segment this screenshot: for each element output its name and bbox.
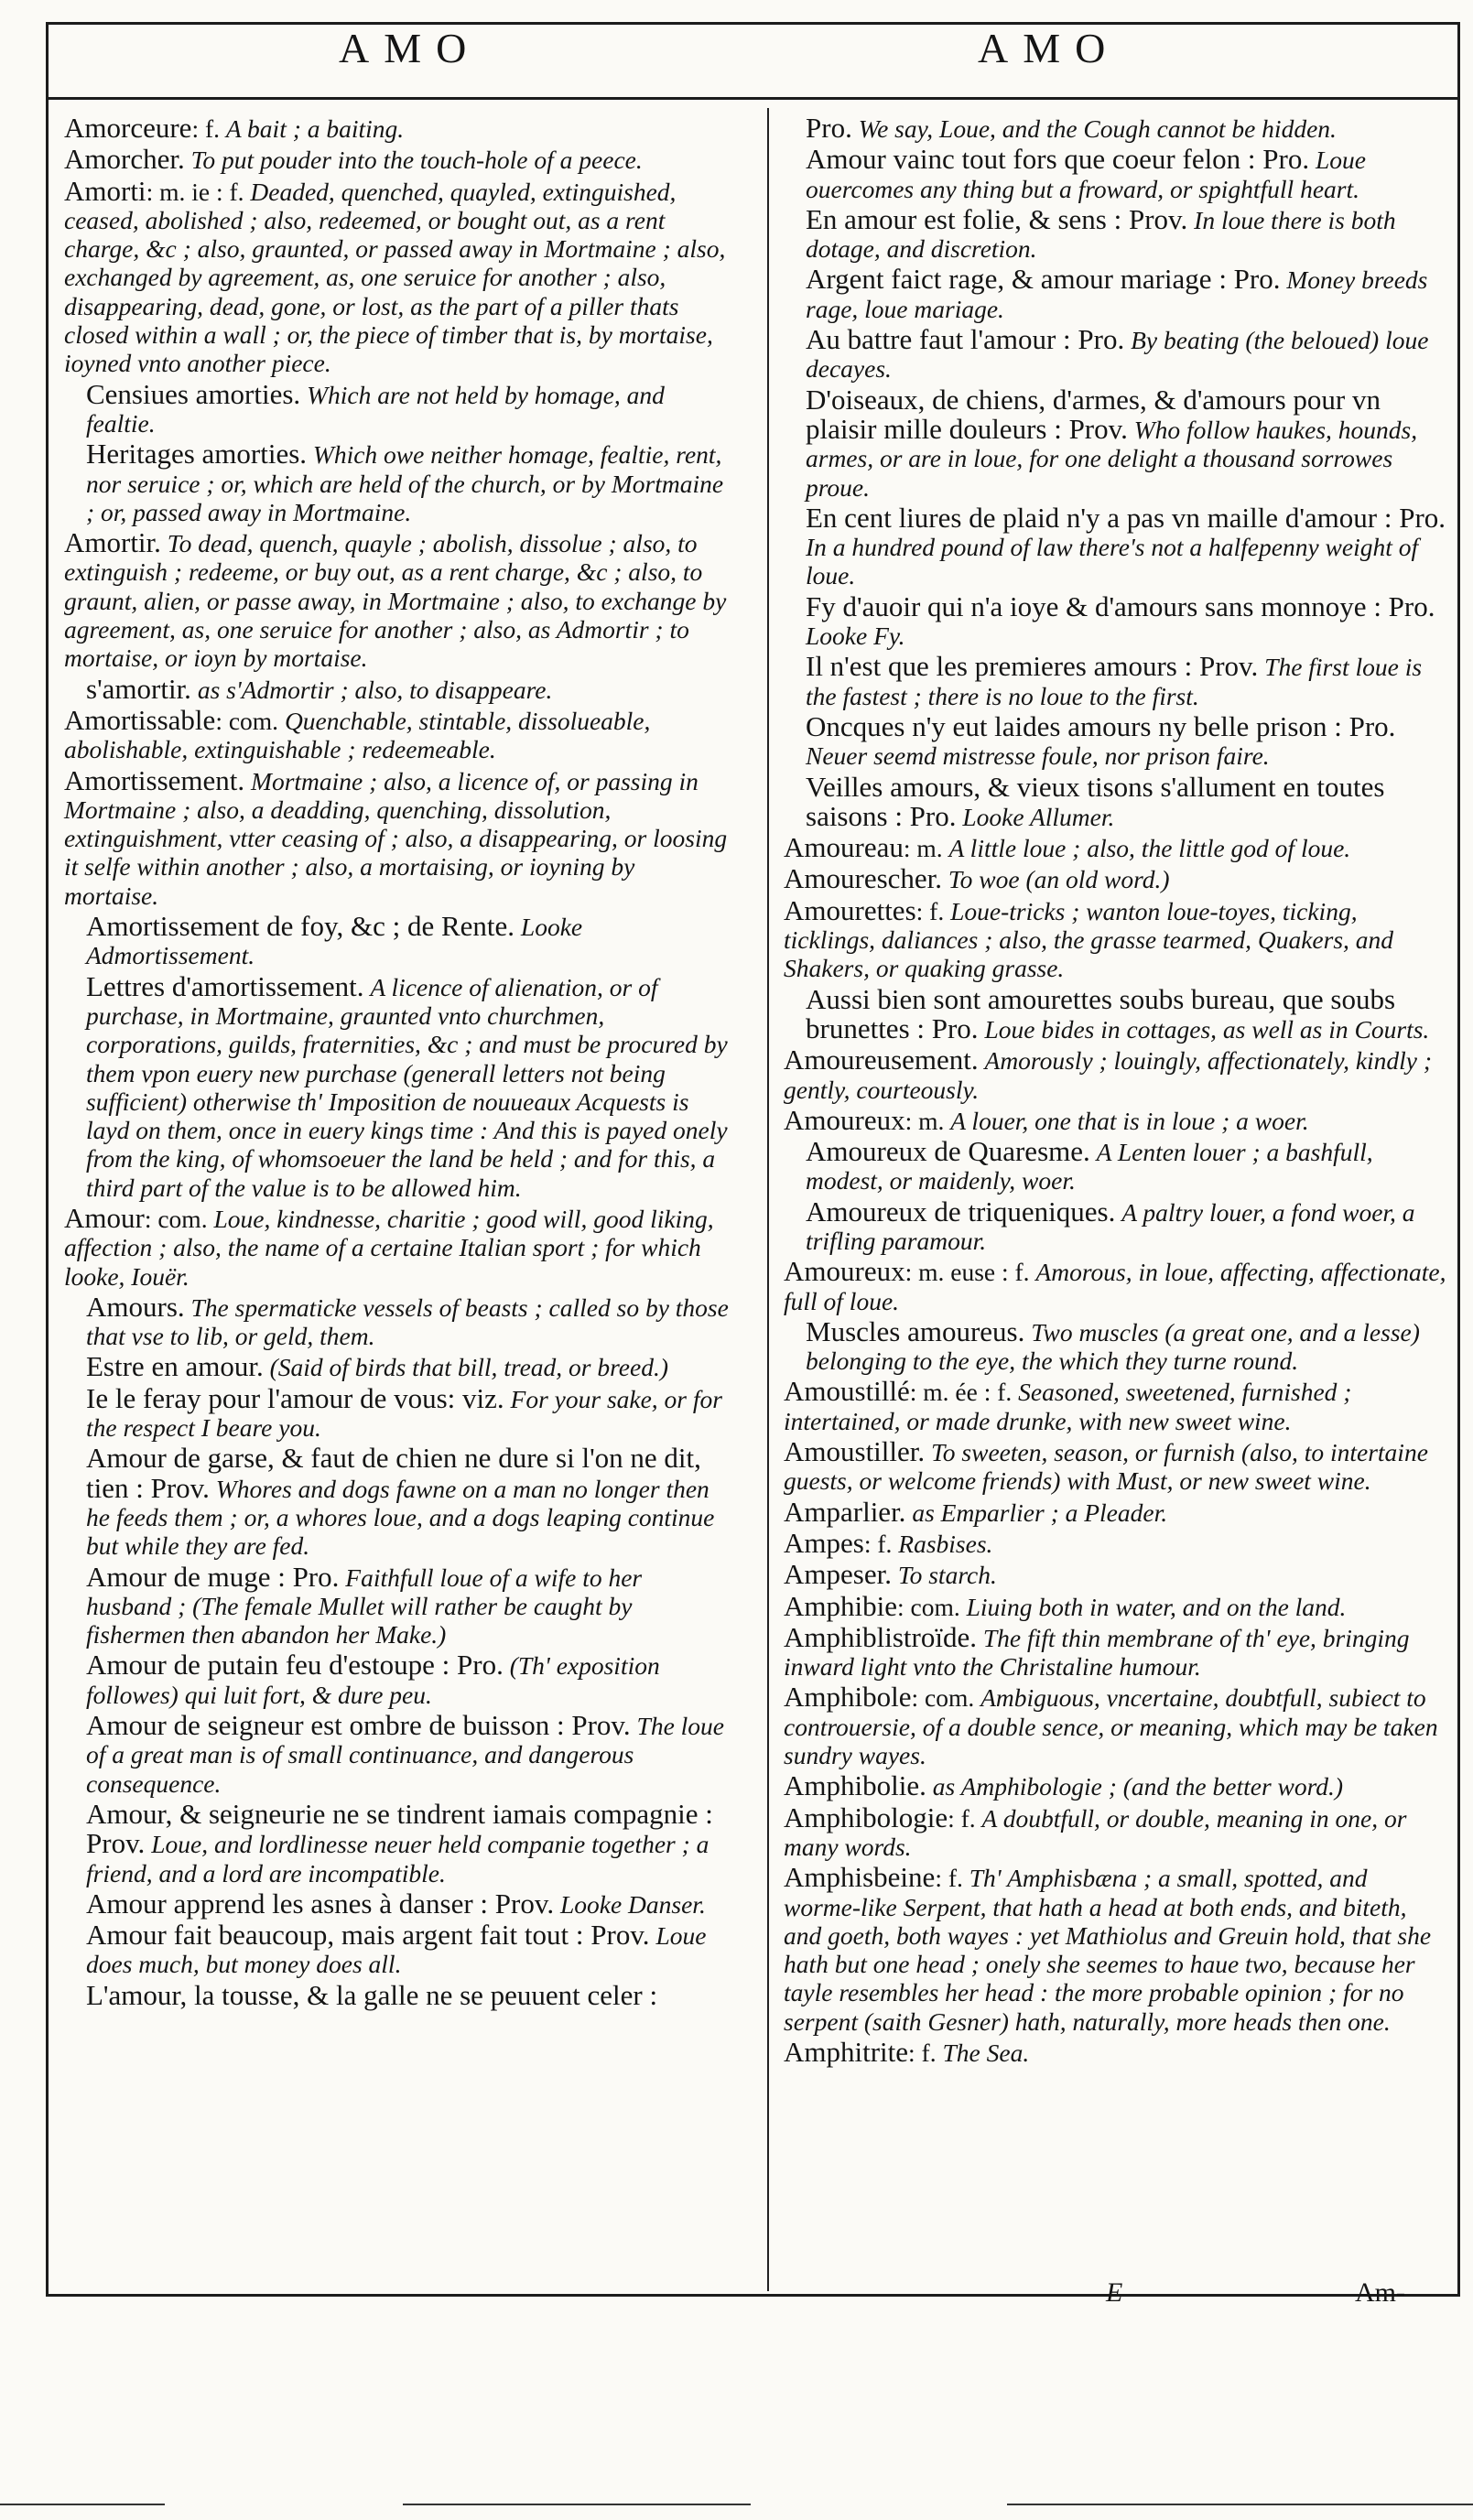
dictionary-entry xyxy=(784,1377,1450,1435)
dictionary-entry xyxy=(64,1381,731,1443)
headword: Amour, & seigneurie ne se tindrent iamais compagnie : Prov. xyxy=(86,1797,713,1860)
definition: A licence of alienation, or of purchase, in Mortmaine, graunted vnto churchmen, corporations, guilds, fraternities, &c ; and must be procured by them vpon euery new purchase (generall letters not being sufficient) otherwise th' Imposition de nouueaux Acquests is layd on them, once in euery kings time : And this is payed onely from the king, of whomsoeuer the land be held ; and for this, a third part of the value is to be allowed him. xyxy=(86,972,728,1202)
dictionary-entry xyxy=(64,1978,731,2011)
running-head-left: AMO xyxy=(339,25,482,71)
definition: To dead, quench, quayle ; abolish, dissolue ; also, to extinguish ; redeeme, or buy out, as a rent charge, &c ; also, to graunt, alien, or passe away, in Mortmaine ; also, to exchange by agreement, as, one seruice for another ; also, as Admortir ; to mortaise, or ioyn by mortaise. xyxy=(64,529,727,673)
dictionary-entry xyxy=(64,703,731,764)
headword: Amour xyxy=(64,1201,145,1234)
definition: (Th' exposition followes) qui luit fort, & dure peu. xyxy=(86,1651,660,1709)
headword: Amour de muge : Pro. xyxy=(86,1560,340,1593)
dictionary-entry xyxy=(784,1620,1450,1682)
definition: Looke Admortissement. xyxy=(86,913,583,970)
grammar-note: : com. xyxy=(215,706,279,735)
dictionary-entry xyxy=(784,202,1450,264)
dictionary-entry xyxy=(64,912,731,970)
headword: Amoureux xyxy=(784,1103,905,1136)
definition: Rasbises. xyxy=(898,1529,993,1558)
definition: The first loue is the fastest ; there is no loue to the first. xyxy=(806,653,1423,710)
headword: Amphiblistroïde. xyxy=(784,1620,977,1653)
dictionary-entry xyxy=(64,1444,731,1560)
definition: Neuer seemd mistresse foule, nor prison faire. xyxy=(806,741,1270,771)
definition: In a hundred pound of law there's not a halfepenny weight of loue. xyxy=(806,533,1419,590)
dictionary-entry xyxy=(64,672,731,705)
definition: The Sea. xyxy=(942,2039,1030,2067)
dictionary-entry xyxy=(64,763,731,910)
dictionary-entry xyxy=(64,1292,731,1351)
definition: A bait ; a baiting. xyxy=(225,114,405,143)
definition: (Said of birds that bill, tread, or breed.) xyxy=(269,1353,668,1382)
dictionary-entry xyxy=(64,1711,731,1798)
headword: Amoureau xyxy=(784,831,904,864)
headword: Amoureux de triqueniques. xyxy=(806,1195,1116,1228)
dictionary-entry xyxy=(64,1889,731,1919)
headword: Amour apprend les asnes à danser : Prov. xyxy=(86,1887,555,1920)
dictionary-entry xyxy=(64,1797,731,1887)
dictionary-entry xyxy=(64,1560,731,1649)
dictionary-entry xyxy=(784,265,1450,323)
headword: Amphibie xyxy=(784,1589,897,1622)
headword: Au battre faut l'amour : Pro. xyxy=(806,323,1125,356)
dictionary-entry xyxy=(784,1682,1450,1769)
definition: Loue, and lordlinesse neuer held companie together ; a friend, and a lord are incompatible. xyxy=(86,1830,709,1887)
dictionary-entry xyxy=(784,1771,1450,1801)
headword: Amphitrite xyxy=(784,2036,909,2068)
headword: Amortissement. xyxy=(64,763,245,796)
grammar-note: : com. xyxy=(897,1592,960,1621)
headword: Fy d'auoir qui n'a ioye & d'amours sans monnoye : Pro. xyxy=(806,589,1435,622)
definition: as Amphibologie ; (and the better word.) xyxy=(932,1772,1344,1801)
dictionary-entry xyxy=(784,1137,1450,1195)
grammar-note: : com. xyxy=(911,1683,975,1713)
left-column xyxy=(64,114,731,2012)
dictionary-entry xyxy=(784,982,1450,1044)
dictionary-entry xyxy=(784,1863,1450,2036)
grammar-note: : f. xyxy=(935,1864,963,1893)
definition: Deaded, quenched, quayled, extinguished, ceased, abolished ; also, redeemed, or bought out, as a rent charge, &c ; also, graunted, or passed away in Mortmaine ; also, exchanged by agreement, as, one seruice for another ; also, disappearing, dead, gone, or lost, as the part of a piller thats closed within a wall ; or, the piece of timber that is, by mortaise, ioyned vnto another piece. xyxy=(64,177,726,378)
headword: D'oiseaux, de chiens, d'armes, & d'amours pour vn plaisir mille douleurs : Prov. xyxy=(806,383,1381,445)
definition: Which are not held by homage, and fealtie. xyxy=(86,380,665,438)
headword: Argent faict rage, & amour mariage : Pro. xyxy=(806,263,1281,296)
column-divider xyxy=(767,108,769,2291)
grammar-note: : m. euse : f. xyxy=(904,1258,1030,1287)
dictionary-entry xyxy=(784,1560,1450,1589)
headword: Amorceure xyxy=(64,112,192,144)
grammar-note: : f. xyxy=(915,896,945,925)
headword: Muscles amoureus. xyxy=(806,1314,1025,1347)
headword: Amortissable xyxy=(64,703,216,736)
catchword: Am- xyxy=(1355,2277,1405,2308)
headword: Ampeser. xyxy=(784,1558,892,1591)
definition: Quenchable, stintable, dissolueable, abolishable, extinguishable ; redeemeable. xyxy=(64,706,651,764)
dictionary-entry xyxy=(784,1495,1450,1528)
grammar-note: : f. xyxy=(908,2039,937,2067)
headword: Amoureusement. xyxy=(784,1044,979,1076)
headword: Estre en amour. xyxy=(86,1350,264,1383)
dictionary-entry xyxy=(784,709,1450,771)
definition: Amorous, in loue, affecting, affectionate, full of loue. xyxy=(784,1258,1446,1315)
headword: Amphisbeine xyxy=(784,1861,936,1894)
definition: A doubtfull, or double, meaning in one, or many words. xyxy=(784,1803,1407,1861)
grammar-note: : m. xyxy=(903,834,943,863)
dictionary-entry xyxy=(784,385,1450,502)
dictionary-entry xyxy=(784,770,1450,832)
headword: Amphibolie. xyxy=(784,1769,926,1802)
definition: Ambiguous, vncertaine, doubtfull, subiect to controuersie, of a double sence, or meaning, which may be taken sundry wayes. xyxy=(784,1683,1438,1770)
definition: A little loue ; also, the little god of loue. xyxy=(948,834,1351,863)
definition: Seasoned, sweetened, furnished ; intertained, or made drunke, with new sweet wine. xyxy=(784,1378,1352,1435)
definition: Faithfull loue of a wife to her husband ; (The female Mullet will rather be caught by fishermen then abandon her Make.) xyxy=(86,1563,643,1649)
dictionary-entry xyxy=(784,325,1450,384)
dictionary-entry xyxy=(784,114,1450,143)
dictionary-entry xyxy=(64,174,731,378)
headword: Ie le feray pour l'amour de vous: viz. xyxy=(86,1381,504,1414)
headword: Ampes xyxy=(784,1526,864,1559)
headword: Amour vainc tout fors que coeur felon : Pro. xyxy=(806,143,1310,176)
dictionary-entry xyxy=(784,1314,1450,1376)
definition: In loue there is both dotage, and discretion. xyxy=(806,205,1396,264)
headword: Amour de putain feu d'estoupe : Pro. xyxy=(86,1649,504,1682)
definition: To woe (an old word.) xyxy=(948,865,1170,894)
dictionary-entry xyxy=(784,1257,1450,1315)
headword: Amoustillé xyxy=(784,1375,910,1408)
grammar-note: : com. xyxy=(144,1204,208,1233)
definition: as Emparlier ; a Pleader. xyxy=(912,1498,1168,1527)
definition: A paltry louer, a fond woer, a trifling paramour. xyxy=(806,1197,1415,1255)
headword: Amour de seigneur est ombre de buisson : Prov. xyxy=(86,1709,631,1742)
headword: Amour de garse, & faut de chien ne dure si l'on ne dit, tien : Prov. xyxy=(86,1442,701,1504)
headword: Amphibole xyxy=(784,1681,912,1714)
headword: Pro. xyxy=(806,112,852,144)
dictionary-entry xyxy=(64,145,731,174)
definition: We say, Loue, and the Cough cannot be hidden. xyxy=(858,114,1337,143)
dictionary-entry xyxy=(784,1197,1450,1256)
definition: Loue bides in cottages, as well as in Courts. xyxy=(984,1014,1430,1044)
definition: Two muscles (a great one, and a lesse) belonging to the eye, the which they turne round. xyxy=(806,1317,1420,1376)
headword: Amoureux xyxy=(784,1255,905,1288)
definition: Money breeds rage, loue mariage. xyxy=(806,265,1428,323)
definition: Loue, kindnesse, charitie ; good will, good liking, affection ; also, the name of a certaine Italian sport ; for which looke, Iouër. xyxy=(64,1204,714,1291)
headword: En amour est folie, & sens : Prov. xyxy=(806,202,1188,235)
dictionary-entry xyxy=(64,114,731,143)
definition: For your sake, or for the respect I beare you. xyxy=(86,1384,722,1443)
dictionary-entry xyxy=(784,1437,1450,1496)
headword: Aussi bien sont amourettes soubs bureau, que soubs brunettes : Pro. xyxy=(806,982,1396,1044)
definition: The fift thin membrane of th' eye, bringing inward light vnto the Christaline humour. xyxy=(784,1623,1410,1682)
headword: s'amortir. xyxy=(86,672,191,705)
definition: A louer, one that is in loue ; a woer. xyxy=(950,1106,1309,1135)
definition: Mortmaine ; also, a licence of, or passing in Mortmaine ; also, a deadding, quenching, dissolution, extinguishment, vtter ceasing of ; also, a disappearing, or loosing it selfe within another ; also, a mortaising, or ioyning by mortaise. xyxy=(64,766,728,910)
dictionary-entry xyxy=(784,1589,1450,1622)
definition: To put pouder into the touch-hole of a peece. xyxy=(190,146,643,175)
definition: Loue-tricks ; wanton loue-toyes, ticking, ticklings, daliances ; also, the grasse tearmed, Quakers, and Shakers, or quaking grasse. xyxy=(784,896,1394,983)
dictionary-entry xyxy=(64,377,731,438)
dictionary-entry xyxy=(64,528,731,672)
definition: To sweeten, season, or furnish (also, to intertaine guests, or welcome friends) with Must, or new sweet wine. xyxy=(784,1438,1428,1496)
headword: Amorti xyxy=(64,174,146,207)
headword: Amourettes xyxy=(784,893,916,926)
headword: Amorcher. xyxy=(64,143,185,176)
headword: Amphibologie xyxy=(784,1801,948,1833)
definition: Liuing both in water, and on the land. xyxy=(966,1592,1347,1621)
definition: Loue ouercomes any thing but a froward, or spightfull heart. xyxy=(806,146,1366,203)
grammar-note: : m. ée : f. xyxy=(909,1378,1013,1407)
dictionary-entry xyxy=(784,145,1450,203)
headword: Heritages amorties. xyxy=(86,438,308,470)
definition: Loue does much, but money does all. xyxy=(86,1921,707,1979)
definition: A Lenten louer ; a bashfull, modest, or maidenly, woer. xyxy=(806,1138,1373,1195)
headword: Amortir. xyxy=(64,526,161,559)
headword: Censiues amorties. xyxy=(86,377,301,410)
dictionary-entry xyxy=(64,1201,731,1291)
grammar-note: : f. xyxy=(191,114,220,143)
definition: Who follow haukes, hounds, armes, or are in loue, for one delight a thousand sorrowes proue. xyxy=(806,415,1418,502)
headword: Amoureux de Quaresme. xyxy=(806,1135,1090,1168)
scan-edge-line xyxy=(403,2504,751,2505)
scan-edge-line xyxy=(0,2504,165,2505)
definition: Whores and dogs fawne on a man no longer then he feeds them ; or, a whores loue, and a dogs leaping continue but while they are fed. xyxy=(86,1474,715,1561)
headword: Amortissement de foy, &c ; de Rente. xyxy=(86,910,515,943)
definition: The loue of a great man is of small continuance, and dangerous consequence. xyxy=(86,1712,725,1798)
dictionary-entry xyxy=(784,893,1450,983)
headword: Amourescher. xyxy=(784,862,943,895)
dictionary-entry xyxy=(64,969,731,1202)
headword: Amoustiller. xyxy=(784,1435,926,1468)
dictionary-entry xyxy=(784,652,1450,710)
definition: To starch. xyxy=(897,1561,997,1590)
definition: Amorously ; louingly, affectionately, kindly ; gently, courteously. xyxy=(784,1046,1433,1104)
signature-mark: E xyxy=(1106,2277,1123,2308)
headword: L'amour, la tousse, & la galle ne se peuuent celer : xyxy=(86,1978,658,2011)
dictionary-entry xyxy=(64,1650,731,1709)
dictionary-entry xyxy=(784,503,1450,590)
definition: Th' Amphisbæna ; a small, spotted, and worme-like Serpent, that hath a head at both ends, and biteth, and goeth, both wayes : yet Mathiolus and Greuin hold, that she hath but one head ; onely she seemes to haue two, because her tayle resembles her head : the more probable opinion ; for no serpent (saith Gesner) hath, naturally, more heads then one. xyxy=(784,1864,1432,2036)
right-column xyxy=(784,114,1450,2069)
dictionary-entry xyxy=(784,589,1450,651)
dictionary-entry xyxy=(64,1920,731,1979)
headword: Lettres d'amortissement. xyxy=(86,969,364,1002)
headword: Amour fait beaucoup, mais argent fait tout : Prov. xyxy=(86,1919,650,1952)
definition: The spermaticke vessels of beasts ; called so by those that vse to lib, or geld, them. xyxy=(86,1292,729,1351)
definition: Looke Danser. xyxy=(559,1889,706,1919)
running-head-right: AMO xyxy=(978,25,1121,71)
dictionary-entry xyxy=(784,1045,1450,1104)
dictionary-entry xyxy=(64,439,731,526)
headword: Veilles amours, & vieux tisons s'allument en toutes saisons : Pro. xyxy=(806,770,1385,832)
definition: Looke Allumer. xyxy=(962,802,1115,831)
dictionary-entry xyxy=(784,833,1450,862)
header-rule xyxy=(46,97,1460,100)
dictionary-entry xyxy=(784,1103,1450,1136)
definition: Looke Fy. xyxy=(806,622,905,651)
grammar-note: : f. xyxy=(863,1529,893,1558)
headword: Oncques n'y eut laides amours ny belle prison : Pro. xyxy=(806,709,1396,742)
dictionary-entry xyxy=(784,864,1450,893)
dictionary-entry xyxy=(784,1526,1450,1559)
dictionary-entry xyxy=(784,2038,1450,2067)
grammar-note: : f. xyxy=(948,1803,976,1833)
headword: Amparlier. xyxy=(784,1495,906,1528)
definition: as s'Admortir ; also, to disappeare. xyxy=(197,675,553,704)
scan-edge-line xyxy=(1007,2504,1473,2505)
grammar-note: : m. xyxy=(904,1106,945,1135)
definition: By beating (the beloued) loue decayes. xyxy=(806,326,1429,384)
definition: Which owe neither homage, fealtie, rent, nor seruice ; or, which are held of the church, or by Mortmaine ; or, passed away in Mortmaine. xyxy=(86,440,724,526)
dictionary-entry xyxy=(64,1352,731,1381)
headword: En cent liures de plaid n'y a pas vn maille d'amour : Pro. xyxy=(806,501,1446,534)
grammar-note: : m. ie : f. xyxy=(146,177,244,206)
dictionary-entry xyxy=(784,1803,1450,1862)
headword: Il n'est que les premieres amours : Prov. xyxy=(806,650,1259,683)
headword: Amours. xyxy=(86,1290,185,1323)
